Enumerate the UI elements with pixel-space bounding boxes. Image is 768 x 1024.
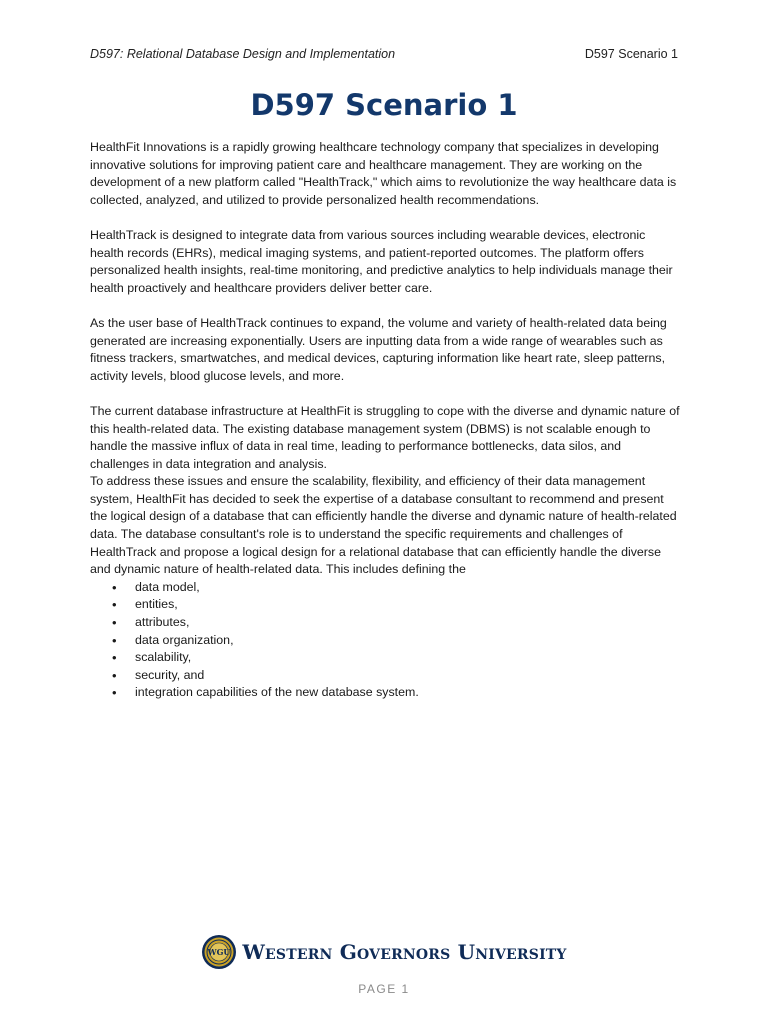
paragraph-platform: HealthTrack is designed to integrate data from various sources including wearable devices, electronic health records (EHRs), medical imaging systems, and patient-reported outcomes. The platform offers personalized health insights, real-time monitoring, and predictive analytics to help individuals manage their health proactively and healthcare providers deliver better care.: [90, 227, 673, 295]
seal-monogram: WGU: [207, 947, 231, 957]
list-item: • attributes,: [90, 614, 682, 632]
paragraph-growth: As the user base of HealthTrack continues to expand, the volume and variety of health-related data being generated are increasing exponentially. Users are inputting data from a wide range of wearables such as fitness trackers, smartwatches, and medical devices, capturing information like heart rate, sleep patterns, activity levels, blood glucose levels, and more.: [90, 315, 667, 383]
scenario-label: D597 Scenario 1: [584, 47, 678, 61]
document-title: D597 Scenario 1: [250, 88, 518, 122]
document-body: [90, 139, 682, 702]
paragraph-problem: The current database infrastructure at HealthFit is struggling to cope with the diverse and dynamic nature of this health-related data. The existing database management system (DBMS) is not scalable enough to handle the massive influx of data in real time, leading to performance bottlenecks, data silos, and challenges in data integration and analysis.: [90, 403, 680, 471]
paragraph-intro: HealthFit Innovations is a rapidly growing healthcare technology company that specializes in developing innovative solutions for improving patient care and healthcare management. They are working on the development of a new platform called "HealthTrack," which aims to revolutionize the way healthcare data is collected, analyzed, and utilized to provide personalized health recommendations.: [90, 140, 677, 207]
list-item: • data organization,: [90, 632, 682, 650]
page-header: [90, 47, 678, 65]
list-item: • security, and: [90, 667, 682, 685]
list-item: • entities,: [90, 596, 682, 614]
list-item: • integration capabilities of the new database system.: [90, 684, 682, 702]
paragraph-solution: To address these issues and ensure the scalability, flexibility, and efficiency of their data management system, HealthFit has decided to seek the expertise of a database consultant to recommend and present the logical design of a database that can efficiently handle the diverse and dynamic nature of health-related data. The database consultant's role is to understand the specific requirements and challenges of HealthTrack and propose a logical design for a relational database that can efficiently handle the diverse and dynamic nature of health-related data. This includes defining the: [90, 474, 677, 577]
university-name: Western Governors University: [242, 940, 567, 964]
list-item: • scalability,: [90, 649, 682, 667]
page-number: PAGE 1: [358, 982, 410, 996]
course-title: D597: Relational Database Design and Implementation: [90, 47, 396, 61]
list-item: • data model,: [90, 579, 682, 597]
wgu-seal-icon: [201, 934, 237, 970]
requirements-list: [90, 579, 682, 702]
wgu-logo: [0, 930, 768, 974]
